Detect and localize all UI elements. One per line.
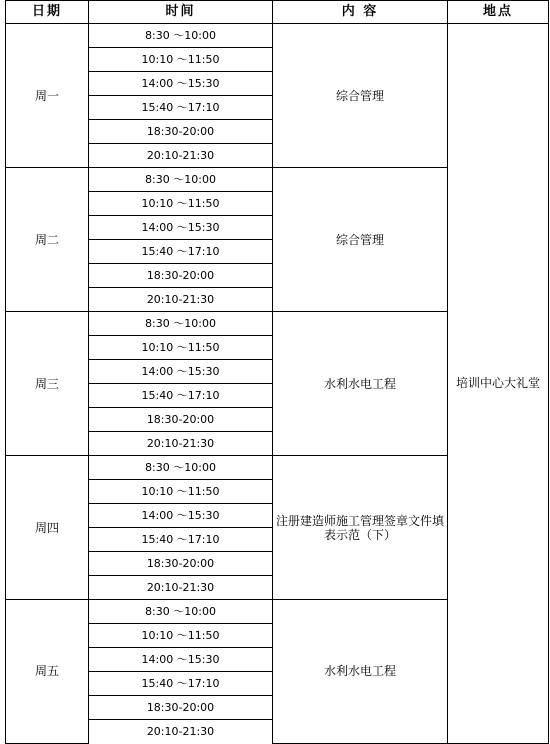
time-cell: 20:10-21:30 [89, 288, 273, 312]
time-cell: 10:10 ～11:50 [89, 624, 273, 648]
time-cell: 8:30 ～10:00 [89, 456, 273, 480]
day-cell: 周一 [6, 24, 89, 168]
content-cell: 注册建造师施工管理签章文件填表示范（下） [273, 456, 448, 600]
time-cell: 14:00 ～15:30 [89, 72, 273, 96]
time-cell: 8:30 ～10:00 [89, 600, 273, 624]
time-cell: 15:40 ～17:10 [89, 528, 273, 552]
time-cell: 14:00 ～15:30 [89, 216, 273, 240]
header-location: 地点 [448, 1, 549, 24]
header-row [6, 1, 549, 24]
time-cell: 14:00 ～15:30 [89, 504, 273, 528]
time-cell: 18:30-20:00 [89, 408, 273, 432]
time-cell: 8:30 ～10:00 [89, 312, 273, 336]
schedule-table [5, 0, 549, 744]
time-cell: 14:00 ～15:30 [89, 648, 273, 672]
time-cell: 20:10-21:30 [89, 576, 273, 600]
time-cell: 8:30 ～10:00 [89, 168, 273, 192]
header-time: 时间 [89, 1, 273, 24]
day-cell: 周三 [6, 312, 89, 456]
header-content: 内 容 [273, 1, 448, 24]
day-cell: 周五 [6, 600, 89, 744]
day-cell: 周四 [6, 456, 89, 600]
content-cell: 综合管理 [273, 24, 448, 168]
time-cell: 10:10 ～11:50 [89, 192, 273, 216]
time-cell: 15:40 ～17:10 [89, 672, 273, 696]
time-cell: 8:30 ～10:00 [89, 24, 273, 48]
time-cell: 20:10-21:30 [89, 432, 273, 456]
time-cell: 14:00 ～15:30 [89, 360, 273, 384]
time-cell: 15:40 ～17:10 [89, 96, 273, 120]
table-row [6, 24, 549, 48]
time-cell: 18:30-20:00 [89, 264, 273, 288]
content-cell: 水利水电工程 [273, 600, 448, 744]
time-cell: 18:30-20:00 [89, 696, 273, 720]
time-cell: 15:40 ～17:10 [89, 240, 273, 264]
time-cell: 18:30-20:00 [89, 552, 273, 576]
day-cell: 周二 [6, 168, 89, 312]
content-cell: 水利水电工程 [273, 312, 448, 456]
schedule-body [6, 24, 549, 744]
content-cell: 综合管理 [273, 168, 448, 312]
time-cell: 10:10 ～11:50 [89, 480, 273, 504]
time-cell: 10:10 ～11:50 [89, 336, 273, 360]
time-cell: 15:40 ～17:10 [89, 384, 273, 408]
time-cell: 10:10 ～11:50 [89, 48, 273, 72]
time-cell: 20:10-21:30 [89, 720, 273, 744]
time-cell: 18:30-20:00 [89, 120, 273, 144]
location-cell: 培训中心大礼堂 [448, 24, 549, 744]
header-date: 日期 [6, 1, 89, 24]
time-cell: 20:10-21:30 [89, 144, 273, 168]
